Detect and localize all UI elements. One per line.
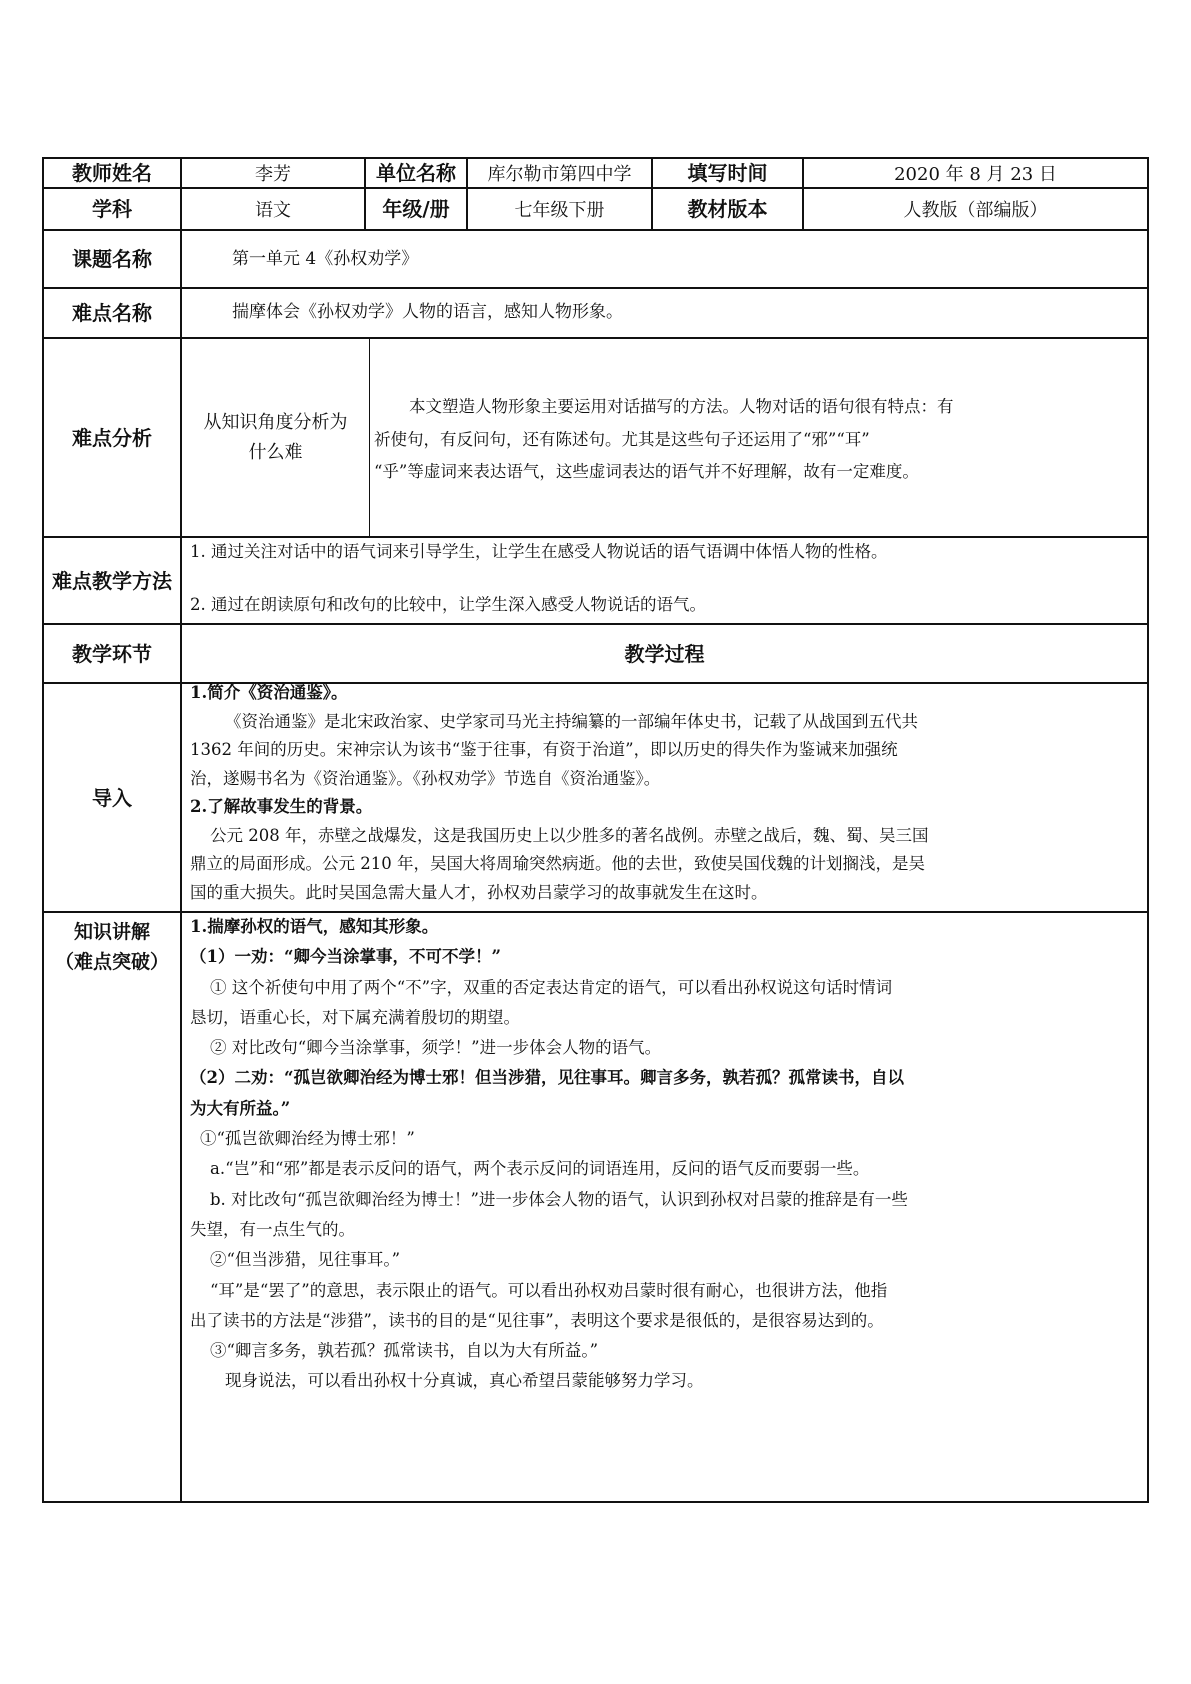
methods-list — [190, 537, 888, 620]
analysis-divider — [369, 337, 370, 536]
intro-line: 治，遂赐书名为《资治通鉴》。《孙权劝学》节选自《资治通鉴》。 — [190, 768, 661, 788]
intro-label: 导入 — [92, 785, 132, 810]
process-label: 教学环节 — [72, 641, 152, 666]
methods-label: 难点教学方法 — [52, 568, 172, 593]
intro-line: 鼎立的局面形成。公元 210 年，吴国大将周瑜突然病逝。他的去世，致使吴国伐魏的计划搁浅，是吴 — [190, 854, 925, 873]
knowledge-line: 出了读书的方法是“涉猎”，读书的目的是“见往事”，表明这个要求是很低的，是很容易达到的。 — [190, 1310, 884, 1330]
subject-label: 学科 — [92, 197, 132, 221]
analysis-line: 祈使句，有反问句，还有陈述句。尤其是这些句子还运用了“邪”“耳” — [374, 429, 870, 449]
knowledge-line: ①“孤岂欲卿治经为博士邪！” — [200, 1129, 415, 1149]
intro-line: 2.了解故事发生的背景。 — [190, 797, 373, 816]
intro-line: 公元 208 年，赤壁之战爆发，这是我国历史上以少胜多的著名战例。赤壁之战后，魏、蜀、吴三国 — [210, 825, 929, 845]
intro-line: 国的重大损失。此时吴国急需大量人才，孙权劝吕蒙学习的故事就发生在这时。 — [190, 882, 768, 902]
topic-label: 课题名称 — [72, 247, 152, 271]
edition-label: 教材版本 — [687, 197, 768, 221]
analysis-line: 本文塑造人物形象主要运用对话描写的方法。人物对话的语句很有特点：有 — [409, 397, 954, 416]
analysis-sub-label-line: 什么难 — [248, 441, 303, 463]
row-divider — [44, 287, 1147, 289]
process-title: 教学过程 — [624, 641, 705, 666]
grade-label: 年级/册 — [382, 197, 450, 221]
row-divider — [44, 229, 1147, 231]
topic-value: 第一单元 4《孙权劝学》 — [232, 249, 419, 269]
knowledge-label — [44, 917, 180, 977]
lesson-plan-table — [42, 157, 1149, 1503]
intro-line: 《资治通鉴》是北宋政治家、史学家司马光主持编纂的一部编年体史书，记载了从战国到五代共 — [225, 711, 918, 731]
knowledge-line: ② 对比改句“卿今当涂掌事，须学！”进一步体会人物的语气。 — [210, 1038, 662, 1058]
analysis-text — [374, 391, 954, 489]
edition-value: 人教版（部编版） — [903, 200, 1048, 221]
analysis-sub-label — [182, 339, 369, 536]
grade-value: 七年级下册 — [514, 200, 605, 221]
intro-line: 1362 年间的历史。宋神宗认为该书“鉴于往事，有资于治道”，即以历史的得失作为鉴诫来加强统 — [190, 740, 898, 759]
intro-line: 1.简介《资治通鉴》。 — [190, 683, 348, 702]
knowledge-line: ③“卿言多务，孰若孤？孤常读书，自以为大有所益。” — [210, 1341, 599, 1361]
knowledge-line: 现身说法，可以看出孙权十分真诚，真心希望吕蒙能够努力学习。 — [225, 1371, 704, 1391]
date-label: 填写时间 — [687, 161, 768, 185]
knowledge-line: 失望，有一点生气的。 — [190, 1219, 355, 1239]
knowledge-line: （2）二劝：“孤岂欲卿治经为博士邪！但当涉猎，见往事耳。卿言多务，孰若孤？孤常读书，自以 — [190, 1068, 904, 1088]
analysis-line: “乎”等虚词来表达语气，这些虚词表达的语气并不好理解，故有一定难度。 — [374, 462, 919, 481]
knowledge-text — [190, 912, 908, 1397]
knowledge-line: b. 对比改句“孤岂欲卿治经为博士！”进一步体会人物的语气，认识到孙权对吕蒙的推辞是有一些 — [210, 1189, 908, 1209]
analysis-sub-label-line: 从知识角度分析为 — [203, 411, 348, 433]
unit-label: 单位名称 — [376, 161, 456, 185]
knowledge-line: “耳”是“罢了”的意思，表示限止的语气。可以看出孙权劝吕蒙时很有耐心，也很讲方法，他指 — [210, 1280, 888, 1300]
subject-value: 语文 — [255, 200, 291, 221]
intro-text — [190, 679, 928, 907]
knowledge-line: a.“岂”和“邪”都是表示反问的语气，两个表示反问的词语连用，反问的语气反而要弱一些。 — [210, 1159, 870, 1179]
teacher-label: 教师姓名 — [72, 161, 152, 185]
difficulty-label: 难点名称 — [72, 301, 152, 325]
knowledge-line: 1.揣摩孙权的语气，感知其形象。 — [190, 917, 439, 936]
difficulty-value: 揣摩体会《孙权劝学》人物的语言，感知人物形象。 — [232, 302, 623, 322]
teacher-value: 李芳 — [255, 164, 291, 185]
analysis-label: 难点分析 — [72, 425, 152, 450]
unit-value: 库尔勒市第四中学 — [487, 164, 632, 185]
method-item: 2. 通过在朗读原句和改句的比较中，让学生深入感受人物说话的语气。 — [190, 595, 706, 614]
knowledge-line: 恳切，语重心长，对下属充满着殷切的期望。 — [190, 1007, 520, 1027]
knowledge-line: ②“但当涉猎，见往事耳。” — [210, 1250, 401, 1270]
knowledge-label-line: （难点突破） — [54, 951, 169, 973]
date-value: 2020 年 8 月 23 日 — [894, 164, 1057, 185]
method-item: 1. 通过关注对话中的语气词来引导学生，让学生在感受人物说话的语气语调中体悟人物的性格。 — [190, 542, 888, 561]
knowledge-line: ① 这个祈使句中用了两个“不”字，双重的否定表达肯定的语气，可以看出孙权说这句话时情词 — [210, 977, 893, 997]
knowledge-label-line: 知识讲解 — [73, 921, 150, 943]
knowledge-line: 为大有所益。” — [190, 1098, 291, 1118]
knowledge-line: （1）一劝：“卿今当涂掌事，不可不学！” — [190, 947, 501, 967]
